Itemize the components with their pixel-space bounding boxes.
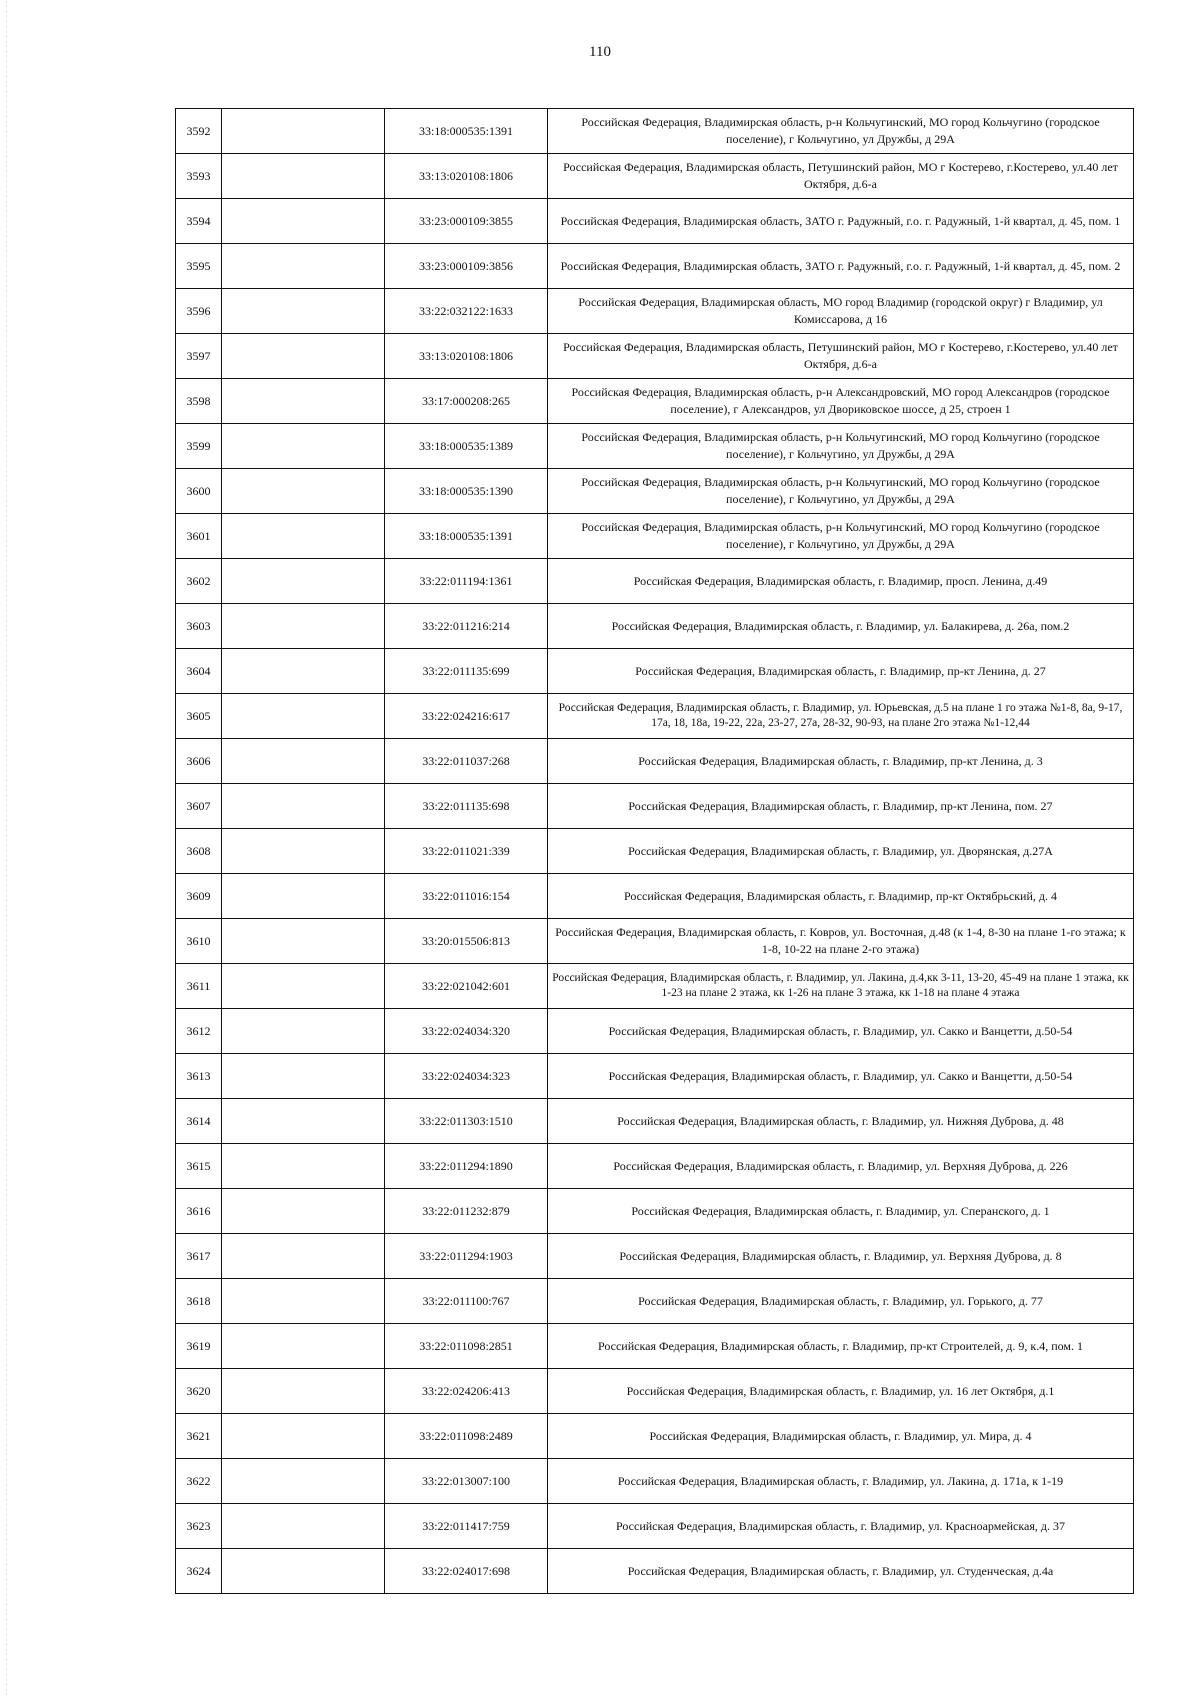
cadastral-number-cell: 33:22:011037:268 [385,739,548,784]
table-row [176,1279,1134,1324]
row-number-cell: 3612 [176,1009,222,1054]
table-row [176,154,1134,199]
table-row [176,649,1134,694]
row-number-cell: 3624 [176,1549,222,1594]
address-cell: Российская Федерация, Владимирская область, г. Владимир, пр-кт Строителей, д. 9, к.4, пом. 1 [548,1324,1134,1369]
cadastral-number-cell: 33:22:024017:698 [385,1549,548,1594]
blank-cell [222,1144,385,1189]
table-row [176,1414,1134,1459]
address-cell: Российская Федерация, Владимирская область, г. Владимир, пр-кт Ленина, д. 27 [548,649,1134,694]
cadastral-number-cell: 33:22:011135:698 [385,784,548,829]
blank-cell [222,244,385,289]
table-row [176,379,1134,424]
table-row [176,1324,1134,1369]
table-row [176,199,1134,244]
table-row [176,1054,1134,1099]
blank-cell [222,109,385,154]
table-row [176,1369,1134,1414]
cadastral-number-cell: 33:22:011232:879 [385,1189,548,1234]
address-cell: Российская Федерация, Владимирская область, г. Владимир, ул. Лакина, д.4,кк 3-11, 13-20, 45-49 на плане 1 этажа, кк 1-23 на плане 2 этажа, кк 1-26 на плане 3 этажа, кк 1-18 на плане 4 этажа [548,964,1134,1009]
row-number-cell: 3623 [176,1504,222,1549]
blank-cell [222,1504,385,1549]
blank-cell [222,199,385,244]
address-cell: Российская Федерация, Владимирская область, г. Владимир, ул. Верхняя Дуброва, д. 8 [548,1234,1134,1279]
cadastral-number-cell: 33:18:000535:1390 [385,469,548,514]
blank-cell [222,424,385,469]
row-number-cell: 3602 [176,559,222,604]
address-cell: Российская Федерация, Владимирская область, г. Владимир, ул. Лакина, д. 171а, к 1-19 [548,1459,1134,1504]
blank-cell [222,514,385,559]
blank-cell [222,919,385,964]
table-row [176,829,1134,874]
cadastral-number-cell: 33:22:024216:617 [385,694,548,739]
address-cell: Российская Федерация, Владимирская область, МО город Владимир (городской округ) г Владимир, ул Комиссарова, д 16 [548,289,1134,334]
cadastral-number-cell: 33:22:024206:413 [385,1369,548,1414]
table-row [176,1009,1134,1054]
address-cell: Российская Федерация, Владимирская область, г. Владимир, ул. Верхняя Дуброва, д. 226 [548,1144,1134,1189]
cadastral-number-cell: 33:22:011294:1890 [385,1144,548,1189]
row-number-cell: 3596 [176,289,222,334]
table-row [176,1234,1134,1279]
blank-cell [222,649,385,694]
row-number-cell: 3598 [176,379,222,424]
blank-cell [222,874,385,919]
row-number-cell: 3606 [176,739,222,784]
address-cell: Российская Федерация, Владимирская область, г. Владимир, ул. Юрьевская, д.5 на плане 1 го этажа №1-8, 8а, 9-17, 17а, 18, 18а, 19-22, 22а, 23-27, 27а, 28-32, 90-93, на плане 2го этажа №1-12,44 [548,694,1134,739]
row-number-cell: 3618 [176,1279,222,1324]
cadastral-number-cell: 33:23:000109:3855 [385,199,548,244]
blank-cell [222,1549,385,1594]
blank-cell [222,694,385,739]
address-cell: Российская Федерация, Владимирская область, Петушинский район, МО г Костерево, г.Костерево, ул.40 лет Октября, д.6-а [548,154,1134,199]
cadastral-number-cell: 33:22:011417:759 [385,1504,548,1549]
address-cell: Российская Федерация, Владимирская область, г. Владимир, пр-кт Ленина, пом. 27 [548,784,1134,829]
table-row [176,1549,1134,1594]
row-number-cell: 3607 [176,784,222,829]
cadastral-number-cell: 33:22:011216:214 [385,604,548,649]
address-cell: Российская Федерация, Владимирская область, р-н Кольчугинский, МО город Кольчугино (городское поселение), г Кольчугино, ул Дружбы, д 29А [548,514,1134,559]
table-row [176,559,1134,604]
cadastral-number-cell: 33:22:024034:320 [385,1009,548,1054]
address-cell: Российская Федерация, Владимирская область, г. Владимир, ул. Нижняя Дуброва, д. 48 [548,1099,1134,1144]
table-row [176,1504,1134,1549]
table-row [176,514,1134,559]
row-number-cell: 3608 [176,829,222,874]
table-row [176,244,1134,289]
cadastral-number-cell: 33:18:000535:1389 [385,424,548,469]
table-row [176,1459,1134,1504]
table-row [176,334,1134,379]
address-cell: Российская Федерация, Владимирская область, г. Владимир, ул. Красноармейская, д. 37 [548,1504,1134,1549]
blank-cell [222,1369,385,1414]
row-number-cell: 3605 [176,694,222,739]
row-number-cell: 3592 [176,109,222,154]
cadastral-number-cell: 33:22:011098:2489 [385,1414,548,1459]
blank-cell [222,1054,385,1099]
address-cell: Российская Федерация, Владимирская область, г. Ковров, ул. Восточная, д.48 (к 1-4, 8-30 на плане 1-го этажа; к 1-8, 10-22 на плане 2-го этажа) [548,919,1134,964]
blank-cell [222,154,385,199]
row-number-cell: 3619 [176,1324,222,1369]
address-cell: Российская Федерация, Владимирская область, ЗАТО г. Радужный, г.о. г. Радужный, 1-й квартал, д. 45, пом. 2 [548,244,1134,289]
address-cell: Российская Федерация, Владимирская область, р-н Кольчугинский, МО город Кольчугино (городское поселение), г Кольчугино, ул Дружбы, д 29А [548,424,1134,469]
registry-table-body [176,109,1134,1594]
cadastral-number-cell: 33:17:000208:265 [385,379,548,424]
cadastral-number-cell: 33:22:021042:601 [385,964,548,1009]
cadastral-number-cell: 33:22:011194:1361 [385,559,548,604]
row-number-cell: 3597 [176,334,222,379]
row-number-cell: 3609 [176,874,222,919]
cadastral-number-cell: 33:18:000535:1391 [385,514,548,559]
address-cell: Российская Федерация, Владимирская область, Петушинский район, МО г Костерево, г.Костерево, ул.40 лет Октября, д.6-а [548,334,1134,379]
blank-cell [222,469,385,514]
table-row [176,784,1134,829]
blank-cell [222,1279,385,1324]
blank-cell [222,604,385,649]
row-number-cell: 3599 [176,424,222,469]
blank-cell [222,829,385,874]
blank-cell [222,559,385,604]
blank-cell [222,334,385,379]
row-number-cell: 3620 [176,1369,222,1414]
blank-cell [222,1324,385,1369]
scan-margin-line [6,0,9,1696]
address-cell: Российская Федерация, Владимирская область, г. Владимир, ул. Мира, д. 4 [548,1414,1134,1459]
row-number-cell: 3613 [176,1054,222,1099]
table-row [176,109,1134,154]
address-cell: Российская Федерация, Владимирская область, г. Владимир, ул. Дворянская, д.27А [548,829,1134,874]
cadastral-number-cell: 33:22:024034:323 [385,1054,548,1099]
row-number-cell: 3610 [176,919,222,964]
table-row [176,694,1134,739]
cadastral-number-cell: 33:22:011098:2851 [385,1324,548,1369]
row-number-cell: 3622 [176,1459,222,1504]
address-cell: Российская Федерация, Владимирская область, р-н Кольчугинский, МО город Кольчугино (городское поселение), г Кольчугино, ул Дружбы, д 29А [548,109,1134,154]
table-row [176,964,1134,1009]
table-row [176,739,1134,784]
address-cell: Российская Федерация, Владимирская область, г. Владимир, ул. Горького, д. 77 [548,1279,1134,1324]
row-number-cell: 3594 [176,199,222,244]
blank-cell [222,1189,385,1234]
blank-cell [222,1459,385,1504]
blank-cell [222,1234,385,1279]
address-cell: Российская Федерация, Владимирская область, г. Владимир, ул. 16 лет Октября, д.1 [548,1369,1134,1414]
address-cell: Российская Федерация, Владимирская область, г. Владимир, ул. Студенческая, д.4а [548,1549,1134,1594]
row-number-cell: 3593 [176,154,222,199]
cadastral-number-cell: 33:13:020108:1806 [385,334,548,379]
row-number-cell: 3615 [176,1144,222,1189]
property-registry-table [175,108,1134,1594]
blank-cell [222,1414,385,1459]
row-number-cell: 3595 [176,244,222,289]
blank-cell [222,379,385,424]
table-row [176,919,1134,964]
address-cell: Российская Федерация, Владимирская область, г. Владимир, пр-кт Ленина, д. 3 [548,739,1134,784]
address-cell: Российская Федерация, Владимирская область, г. Владимир, просп. Ленина, д.49 [548,559,1134,604]
cadastral-number-cell: 33:22:013007:100 [385,1459,548,1504]
address-cell: Российская Федерация, Владимирская область, ЗАТО г. Радужный, г.о. г. Радужный, 1-й квартал, д. 45, пом. 1 [548,199,1134,244]
row-number-cell: 3614 [176,1099,222,1144]
blank-cell [222,739,385,784]
cadastral-number-cell: 33:18:000535:1391 [385,109,548,154]
row-number-cell: 3616 [176,1189,222,1234]
blank-cell [222,1099,385,1144]
row-number-cell: 3604 [176,649,222,694]
cadastral-number-cell: 33:22:011016:154 [385,874,548,919]
blank-cell [222,1009,385,1054]
address-cell: Российская Федерация, Владимирская область, р-н Кольчугинский, МО город Кольчугино (городское поселение), г Кольчугино, ул Дружбы, д 29А [548,469,1134,514]
row-number-cell: 3617 [176,1234,222,1279]
address-cell: Российская Федерация, Владимирская область, р-н Александровский, МО город Александров (городское поселение), г Александров, ул Двориковское шоссе, д 25, строен 1 [548,379,1134,424]
cadastral-number-cell: 33:22:032122:1633 [385,289,548,334]
cadastral-number-cell: 33:23:000109:3856 [385,244,548,289]
table-row [176,289,1134,334]
cadastral-number-cell: 33:22:011303:1510 [385,1099,548,1144]
table-row [176,1189,1134,1234]
row-number-cell: 3600 [176,469,222,514]
blank-cell [222,784,385,829]
row-number-cell: 3601 [176,514,222,559]
cadastral-number-cell: 33:22:011294:1903 [385,1234,548,1279]
row-number-cell: 3611 [176,964,222,1009]
address-cell: Российская Федерация, Владимирская область, г. Владимир, ул. Сперанского, д. 1 [548,1189,1134,1234]
address-cell: Российская Федерация, Владимирская область, г. Владимир, пр-кт Октябрьский, д. 4 [548,874,1134,919]
table-row [176,604,1134,649]
blank-cell [222,964,385,1009]
cadastral-number-cell: 33:22:011135:699 [385,649,548,694]
address-cell: Российская Федерация, Владимирская область, г. Владимир, ул. Сакко и Ванцетти, д.50-54 [548,1009,1134,1054]
table-row [176,1099,1134,1144]
table-row [176,874,1134,919]
cadastral-number-cell: 33:22:011021:339 [385,829,548,874]
address-cell: Российская Федерация, Владимирская область, г. Владимир, ул. Балакирева, д. 26а, пом.2 [548,604,1134,649]
cadastral-number-cell: 33:22:011100:767 [385,1279,548,1324]
page-number: 110 [589,44,611,60]
cadastral-number-cell: 33:13:020108:1806 [385,154,548,199]
table-row [176,424,1134,469]
table-row [176,469,1134,514]
address-cell: Российская Федерация, Владимирская область, г. Владимир, ул. Сакко и Ванцетти, д.50-54 [548,1054,1134,1099]
blank-cell [222,289,385,334]
row-number-cell: 3603 [176,604,222,649]
cadastral-number-cell: 33:20:015506:813 [385,919,548,964]
row-number-cell: 3621 [176,1414,222,1459]
table-row [176,1144,1134,1189]
